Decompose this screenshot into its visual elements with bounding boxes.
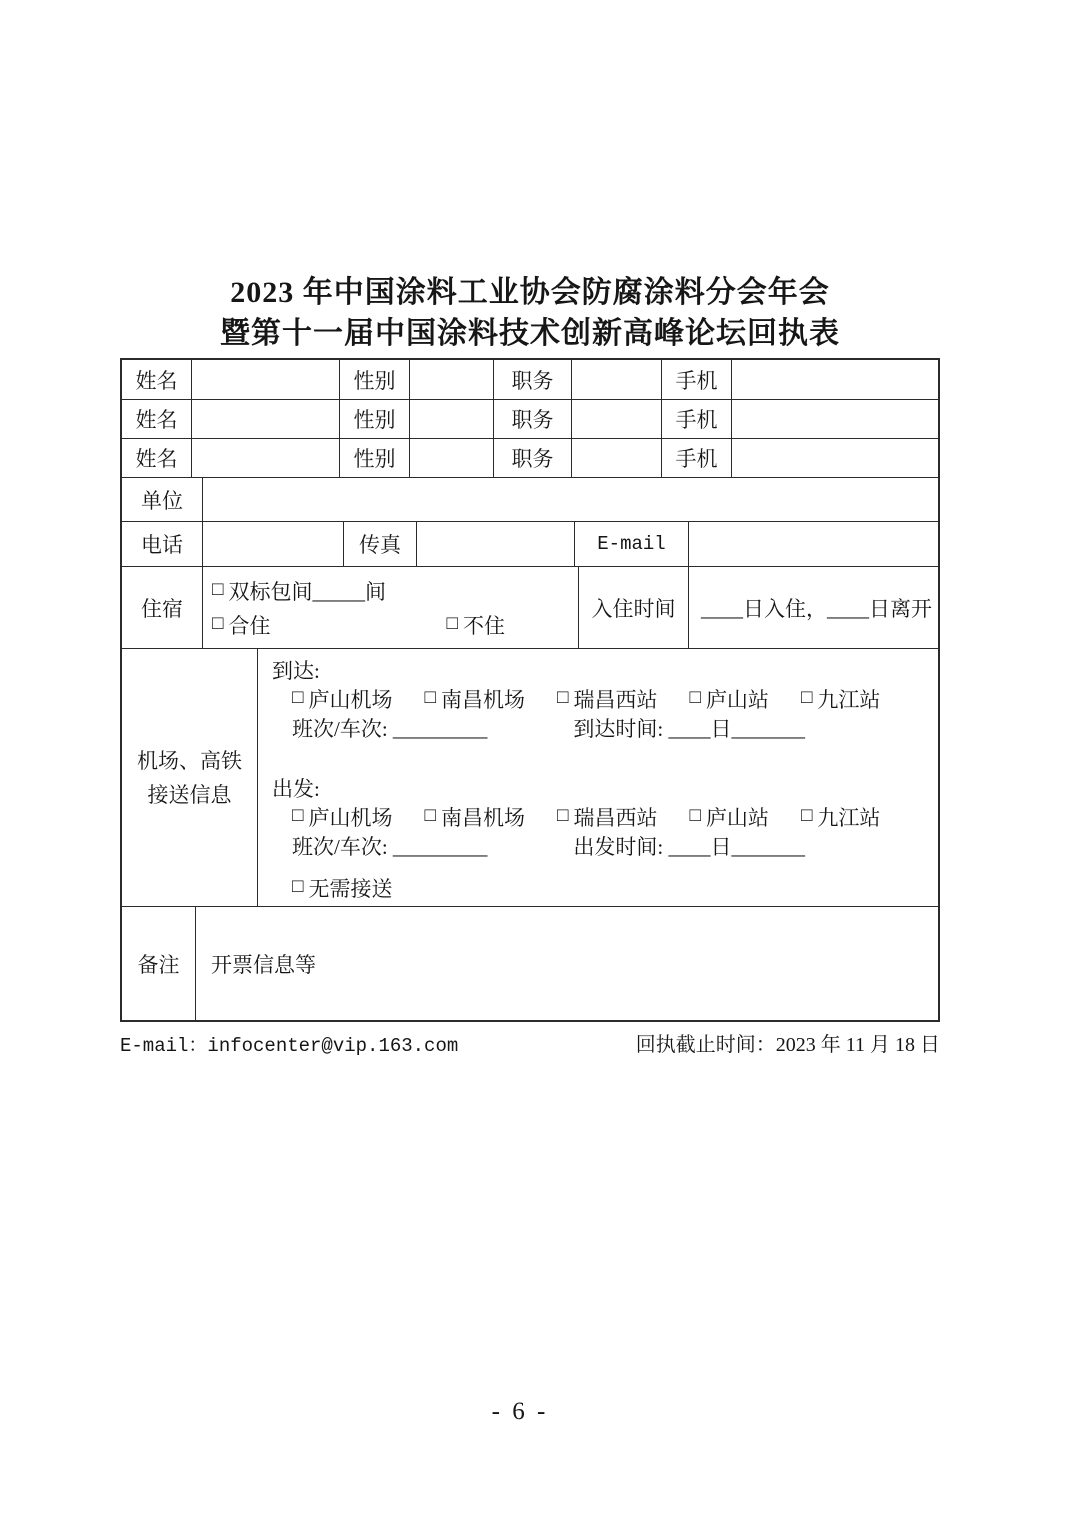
departure-flight-field: 班次/车次: _________ (292, 834, 488, 859)
option-lushan-airport (292, 802, 392, 832)
accommodation-label: 住宿 (122, 567, 203, 648)
option-label: 庐山机场 (308, 687, 393, 712)
remark-label: 备注 (122, 907, 196, 1020)
transfer-label-text (137, 744, 242, 812)
checkbox-icon: □ (556, 686, 569, 708)
option-label: 南昌机场 (440, 687, 525, 712)
arrival-time-field: 到达时间: ____日_______ (573, 716, 806, 741)
option-label: 瑞昌西站 (573, 805, 658, 830)
position-field (572, 400, 662, 438)
departure-time-field: 出发时间: ____日_______ (573, 834, 806, 859)
arrival-heading: 到达: (272, 658, 320, 683)
checkbox-icon: □ (292, 875, 304, 897)
email-field (689, 522, 938, 566)
mobile-label: 手机 (662, 360, 732, 399)
option-label: 南昌机场 (440, 805, 525, 830)
checkbox-icon: □ (212, 578, 224, 600)
transfer-row (122, 648, 938, 906)
accommodation-options (203, 567, 579, 648)
option-share-room-label: 合住 (228, 613, 271, 638)
attendee-row (122, 360, 938, 399)
phone-field (203, 522, 344, 566)
option-label: 九江站 (817, 805, 881, 830)
form-footer (120, 1028, 940, 1057)
option-nanchang-airport (424, 802, 524, 832)
reply-form-table (120, 358, 940, 1022)
gender-field (410, 360, 494, 399)
page-number: - 6 - (491, 1398, 549, 1425)
checkbox-icon: □ (292, 804, 304, 826)
option-no-transfer (292, 873, 392, 903)
name-field (192, 439, 340, 477)
accommodation-row (122, 566, 938, 648)
remark-row (122, 906, 938, 1020)
contact-email-text: E-mail：infocenter@vip.163.com (120, 1035, 459, 1057)
arrival-options (272, 684, 938, 713)
checkbox-icon: □ (292, 686, 304, 708)
option-label: 庐山机场 (308, 805, 393, 830)
option-ruichang-west-station (557, 684, 657, 714)
unit-label: 单位 (122, 478, 203, 521)
form-title-line2: 暨第十一届中国涂料技术创新高峰论坛回执表 (220, 317, 840, 350)
mobile-label: 手机 (662, 439, 732, 477)
option-no-transfer-label: 无需接送 (308, 876, 393, 901)
gender-label: 性别 (340, 400, 410, 438)
mobile-field (732, 360, 938, 399)
checkbox-icon: □ (424, 686, 436, 708)
unit-field (203, 478, 938, 521)
option-lushan-station (689, 684, 768, 714)
checkbox-icon: □ (556, 804, 569, 826)
option-lushan-station (689, 802, 768, 832)
checkbox-icon: □ (800, 804, 813, 826)
unit-row (122, 477, 938, 521)
option-jiujiang-station (801, 802, 880, 832)
position-label: 职务 (494, 439, 572, 477)
option-share-room (212, 610, 270, 640)
no-transfer-line (272, 873, 938, 902)
arrival-flight-field: 班次/车次: _________ (292, 716, 488, 741)
option-no-stay (446, 610, 504, 640)
checkbox-icon: □ (424, 804, 436, 826)
transfer-details (258, 649, 938, 906)
transfer-label-line2: 接送信息 (147, 782, 232, 807)
gender-field (410, 400, 494, 438)
checkbox-icon: □ (800, 686, 813, 708)
option-label: 庐山站 (705, 687, 769, 712)
remark-field: 开票信息等 (211, 952, 316, 977)
transfer-label (122, 649, 258, 906)
position-label: 职务 (494, 400, 572, 438)
option-label: 庐山站 (705, 805, 769, 830)
option-line (212, 576, 386, 605)
option-ruichang-west-station (557, 802, 657, 832)
form-title-line1: 2023 年中国涂料工业协会防腐涂料分会年会 (230, 276, 830, 309)
spacer (272, 860, 938, 873)
option-label: 九江站 (817, 687, 881, 712)
phone-label: 电话 (122, 522, 203, 566)
option-lushan-airport (292, 684, 392, 714)
option-jiujiang-station (801, 684, 880, 714)
arrival-flight-line (272, 713, 938, 742)
position-field (572, 439, 662, 477)
fax-label: 传真 (344, 522, 417, 566)
fax-field (417, 522, 575, 566)
spacer (272, 742, 938, 773)
option-no-stay-label: 不住 (462, 613, 505, 638)
checkbox-icon: □ (446, 612, 458, 634)
name-label: 姓名 (122, 439, 192, 477)
gender-label: 性别 (340, 360, 410, 399)
name-label: 姓名 (122, 400, 192, 438)
departure-flight-line (272, 831, 938, 860)
position-label: 职务 (494, 360, 572, 399)
attendee-row (122, 399, 938, 438)
option-label: 瑞昌西站 (573, 687, 658, 712)
option-double-room (212, 576, 386, 606)
name-label: 姓名 (122, 360, 192, 399)
form-title (120, 272, 940, 354)
attendee-row (122, 438, 938, 477)
contact-row (122, 521, 938, 566)
gender-label: 性别 (340, 439, 410, 477)
transfer-label-line1: 机场、高铁 (137, 748, 242, 773)
checkbox-icon: □ (212, 612, 224, 634)
option-nanchang-airport (424, 684, 524, 714)
name-field (192, 360, 340, 399)
name-field (192, 400, 340, 438)
option-double-room-label: 双标包间_____间 (228, 579, 386, 604)
checkin-time-field: ____日入住，____日离开 (701, 596, 932, 621)
mobile-field (732, 439, 938, 477)
option-line (212, 610, 505, 639)
checkbox-icon: □ (689, 804, 701, 826)
checkbox-icon: □ (689, 686, 701, 708)
departure-heading: 出发: (272, 776, 320, 801)
email-label: E-mail (575, 522, 689, 566)
position-field (572, 360, 662, 399)
mobile-label: 手机 (662, 400, 732, 438)
gender-field (410, 439, 494, 477)
departure-options (272, 802, 938, 831)
checkin-time-label: 入住时间 (579, 567, 689, 648)
mobile-field (732, 400, 938, 438)
reply-deadline-text: 回执截止时间：2023 年 11 月 18 日 (635, 1034, 940, 1056)
